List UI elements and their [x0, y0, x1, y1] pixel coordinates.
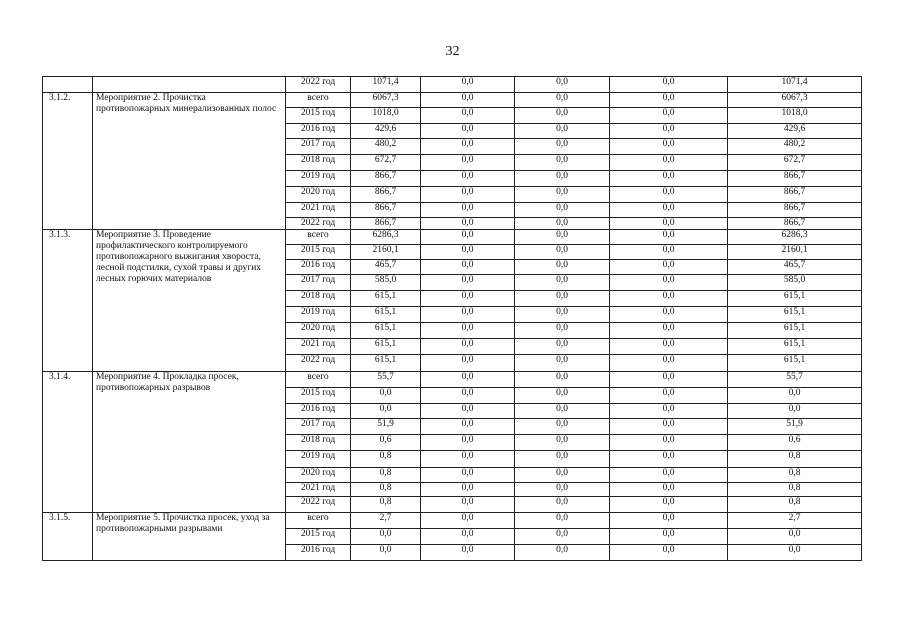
year-cell: 2015 год — [286, 108, 351, 124]
total-cell: 465,7 — [351, 260, 421, 275]
total-cell: 55,7 — [351, 372, 421, 388]
total-cell: 615,1 — [351, 323, 421, 339]
total-cell: 672,7 — [351, 155, 421, 171]
value-cell: 0,0 — [421, 388, 515, 404]
total-cell: 866,7 — [351, 218, 421, 230]
table-row — [43, 230, 862, 245]
item-name — [93, 77, 286, 93]
total-cell: 51,9 — [351, 419, 421, 435]
year-cell: 2022 год — [286, 77, 351, 93]
value-cell: 0,0 — [610, 171, 728, 187]
total-cell: 585,0 — [351, 275, 421, 291]
table-row — [43, 513, 862, 529]
value-cell: 0,0 — [421, 468, 515, 483]
value-cell: 0,0 — [421, 372, 515, 388]
year-cell: 2019 год — [286, 451, 351, 468]
item-code: 3.1.3. — [43, 230, 93, 372]
value-cell: 0,0 — [421, 155, 515, 171]
value-cell: 585,0 — [728, 275, 862, 291]
value-cell: 0,0 — [515, 339, 610, 355]
value-cell: 6286,3 — [728, 230, 862, 245]
year-cell: всего — [286, 372, 351, 388]
value-cell: 0,0 — [610, 307, 728, 323]
value-cell: 0,0 — [515, 124, 610, 139]
total-cell: 0,0 — [351, 545, 421, 561]
value-cell: 55,7 — [728, 372, 862, 388]
total-cell: 0,8 — [351, 468, 421, 483]
value-cell: 0,0 — [515, 545, 610, 561]
value-cell: 0,0 — [610, 339, 728, 355]
value-cell: 0,0 — [610, 291, 728, 307]
value-cell: 0,0 — [610, 139, 728, 155]
total-cell: 1071,4 — [351, 77, 421, 93]
value-cell: 615,1 — [728, 291, 862, 307]
value-cell: 0,0 — [610, 435, 728, 451]
value-cell: 0,0 — [515, 291, 610, 307]
value-cell: 0,0 — [515, 275, 610, 291]
total-cell: 0,8 — [351, 497, 421, 513]
year-cell: 2019 год — [286, 307, 351, 323]
year-cell: 2021 год — [286, 339, 351, 355]
value-cell: 0,0 — [728, 388, 862, 404]
value-cell: 480,2 — [728, 139, 862, 155]
value-cell: 0,0 — [421, 245, 515, 260]
value-cell: 0,0 — [610, 93, 728, 108]
value-cell: 866,7 — [728, 171, 862, 187]
funding-table — [42, 76, 862, 561]
total-cell: 0,8 — [351, 451, 421, 468]
value-cell: 0,0 — [515, 187, 610, 203]
value-cell: 6067,3 — [728, 93, 862, 108]
total-cell: 866,7 — [351, 171, 421, 187]
value-cell: 0,0 — [421, 291, 515, 307]
table-row — [43, 93, 862, 108]
total-cell: 429,6 — [351, 124, 421, 139]
value-cell: 0,0 — [728, 529, 862, 545]
value-cell: 0,0 — [515, 483, 610, 497]
value-cell: 0,0 — [421, 77, 515, 93]
value-cell: 0,0 — [421, 260, 515, 275]
total-cell: 0,0 — [351, 404, 421, 419]
year-cell: 2016 год — [286, 260, 351, 275]
value-cell: 0,0 — [515, 77, 610, 93]
value-cell: 0,0 — [610, 323, 728, 339]
total-cell: 615,1 — [351, 339, 421, 355]
value-cell: 0,8 — [728, 483, 862, 497]
value-cell: 0,0 — [610, 372, 728, 388]
value-cell: 866,7 — [728, 218, 862, 230]
year-cell: всего — [286, 93, 351, 108]
value-cell: 0,0 — [515, 155, 610, 171]
value-cell: 51,9 — [728, 419, 862, 435]
total-cell: 1018,0 — [351, 108, 421, 124]
item-name: Мероприятие 2. Прочистка противопожарных минерализованных полос — [93, 93, 286, 230]
value-cell: 0,0 — [421, 323, 515, 339]
total-cell: 0,8 — [351, 483, 421, 497]
value-cell: 0,0 — [610, 218, 728, 230]
year-cell: 2021 год — [286, 203, 351, 218]
table-row — [43, 77, 862, 93]
value-cell: 0,0 — [610, 124, 728, 139]
value-cell: 866,7 — [728, 187, 862, 203]
value-cell: 0,0 — [610, 187, 728, 203]
value-cell: 0,0 — [610, 230, 728, 245]
value-cell: 429,6 — [728, 124, 862, 139]
value-cell: 1071,4 — [728, 77, 862, 93]
value-cell: 0,0 — [610, 529, 728, 545]
item-code: 3.1.4. — [43, 372, 93, 513]
item-name: Мероприятие 5. Прочистка просек, уход за противопожарными разрывами — [93, 513, 286, 561]
year-cell: 2019 год — [286, 171, 351, 187]
year-cell: 2016 год — [286, 124, 351, 139]
year-cell: 2018 год — [286, 435, 351, 451]
value-cell: 0,0 — [610, 404, 728, 419]
year-cell: 2015 год — [286, 388, 351, 404]
year-cell: 2016 год — [286, 545, 351, 561]
value-cell: 0,0 — [515, 419, 610, 435]
value-cell: 0,0 — [515, 323, 610, 339]
year-cell: 2022 год — [286, 355, 351, 372]
value-cell: 0,0 — [421, 218, 515, 230]
value-cell: 0,8 — [728, 497, 862, 513]
value-cell: 0,0 — [421, 545, 515, 561]
value-cell: 0,0 — [515, 307, 610, 323]
value-cell: 0,0 — [515, 513, 610, 529]
year-cell: 2018 год — [286, 291, 351, 307]
value-cell: 0,0 — [421, 275, 515, 291]
year-cell: 2017 год — [286, 139, 351, 155]
table-body — [43, 77, 862, 561]
table-row — [43, 372, 862, 388]
value-cell: 0,0 — [515, 497, 610, 513]
value-cell: 0,0 — [421, 497, 515, 513]
year-cell: 2017 год — [286, 419, 351, 435]
total-cell: 6286,3 — [351, 230, 421, 245]
total-cell: 480,2 — [351, 139, 421, 155]
item-code: 3.1.2. — [43, 93, 93, 230]
value-cell: 0,8 — [728, 468, 862, 483]
year-cell: 2021 год — [286, 483, 351, 497]
item-code: 3.1.5. — [43, 513, 93, 561]
total-cell: 0,0 — [351, 529, 421, 545]
value-cell: 0,0 — [515, 404, 610, 419]
value-cell: 0,0 — [421, 108, 515, 124]
value-cell: 0,0 — [421, 404, 515, 419]
year-cell: 2022 год — [286, 218, 351, 230]
value-cell: 0,0 — [610, 497, 728, 513]
year-cell: 2017 год — [286, 275, 351, 291]
value-cell: 615,1 — [728, 339, 862, 355]
value-cell: 0,0 — [610, 260, 728, 275]
value-cell: 0,0 — [421, 339, 515, 355]
value-cell: 0,0 — [515, 388, 610, 404]
value-cell: 0,0 — [610, 155, 728, 171]
total-cell: 2160,1 — [351, 245, 421, 260]
total-cell: 866,7 — [351, 187, 421, 203]
year-cell: 2020 год — [286, 323, 351, 339]
value-cell: 0,0 — [421, 171, 515, 187]
value-cell: 0,0 — [728, 545, 862, 561]
value-cell: 0,0 — [421, 187, 515, 203]
year-cell: 2020 год — [286, 468, 351, 483]
total-cell: 615,1 — [351, 307, 421, 323]
value-cell: 0,0 — [421, 419, 515, 435]
total-cell: 2,7 — [351, 513, 421, 529]
value-cell: 0,0 — [515, 93, 610, 108]
value-cell: 0,0 — [421, 529, 515, 545]
year-cell: всего — [286, 230, 351, 245]
item-code — [43, 77, 93, 93]
value-cell: 0,0 — [610, 468, 728, 483]
total-cell: 0,0 — [351, 388, 421, 404]
value-cell: 0,0 — [421, 139, 515, 155]
total-cell: 615,1 — [351, 291, 421, 307]
item-name: Мероприятие 3. Проведение профилактического контролируемого противопожарного выжигания хвороста, лесной подстилки, сухой травы и других лесных горючих материалов — [93, 230, 286, 372]
value-cell: 465,7 — [728, 260, 862, 275]
value-cell: 0,0 — [515, 171, 610, 187]
total-cell: 866,7 — [351, 203, 421, 218]
value-cell: 0,0 — [610, 545, 728, 561]
value-cell: 0,0 — [421, 124, 515, 139]
value-cell: 615,1 — [728, 355, 862, 372]
value-cell: 0,0 — [610, 77, 728, 93]
value-cell: 0,0 — [421, 483, 515, 497]
value-cell: 0,0 — [421, 513, 515, 529]
year-cell: 2018 год — [286, 155, 351, 171]
item-name: Мероприятие 4. Прокладка просек, противопожарных разрывов — [93, 372, 286, 513]
year-cell: 2015 год — [286, 529, 351, 545]
year-cell: 2020 год — [286, 187, 351, 203]
value-cell: 0,0 — [610, 483, 728, 497]
value-cell: 0,0 — [421, 435, 515, 451]
value-cell: 0,6 — [728, 435, 862, 451]
value-cell: 615,1 — [728, 307, 862, 323]
total-cell: 0,6 — [351, 435, 421, 451]
year-cell: всего — [286, 513, 351, 529]
value-cell: 1018,0 — [728, 108, 862, 124]
value-cell: 0,0 — [515, 451, 610, 468]
value-cell: 0,0 — [610, 451, 728, 468]
value-cell: 0,0 — [610, 245, 728, 260]
value-cell: 866,7 — [728, 203, 862, 218]
value-cell: 0,0 — [515, 372, 610, 388]
value-cell: 0,0 — [728, 404, 862, 419]
value-cell: 2160,1 — [728, 245, 862, 260]
value-cell: 0,0 — [610, 275, 728, 291]
value-cell: 0,0 — [610, 513, 728, 529]
total-cell: 6067,3 — [351, 93, 421, 108]
value-cell: 0,0 — [515, 435, 610, 451]
page-number: 32 — [445, 44, 460, 59]
value-cell: 0,0 — [515, 529, 610, 545]
year-cell: 2016 год — [286, 404, 351, 419]
value-cell: 0,0 — [421, 307, 515, 323]
value-cell: 0,0 — [421, 451, 515, 468]
value-cell: 0,0 — [515, 203, 610, 218]
value-cell: 0,0 — [421, 355, 515, 372]
total-cell: 615,1 — [351, 355, 421, 372]
value-cell: 0,0 — [610, 108, 728, 124]
value-cell: 2,7 — [728, 513, 862, 529]
year-cell: 2022 год — [286, 497, 351, 513]
value-cell: 0,0 — [515, 218, 610, 230]
value-cell: 672,7 — [728, 155, 862, 171]
value-cell: 0,0 — [515, 260, 610, 275]
value-cell: 0,0 — [610, 203, 728, 218]
value-cell: 0,0 — [515, 108, 610, 124]
value-cell: 0,0 — [515, 355, 610, 372]
value-cell: 0,0 — [421, 93, 515, 108]
value-cell: 615,1 — [728, 323, 862, 339]
value-cell: 0,0 — [610, 419, 728, 435]
value-cell: 0,0 — [515, 468, 610, 483]
value-cell: 0,8 — [728, 451, 862, 468]
value-cell: 0,0 — [515, 139, 610, 155]
value-cell: 0,0 — [421, 230, 515, 245]
value-cell: 0,0 — [515, 230, 610, 245]
value-cell: 0,0 — [610, 388, 728, 404]
value-cell: 0,0 — [610, 355, 728, 372]
value-cell: 0,0 — [515, 245, 610, 260]
value-cell: 0,0 — [421, 203, 515, 218]
year-cell: 2015 год — [286, 245, 351, 260]
